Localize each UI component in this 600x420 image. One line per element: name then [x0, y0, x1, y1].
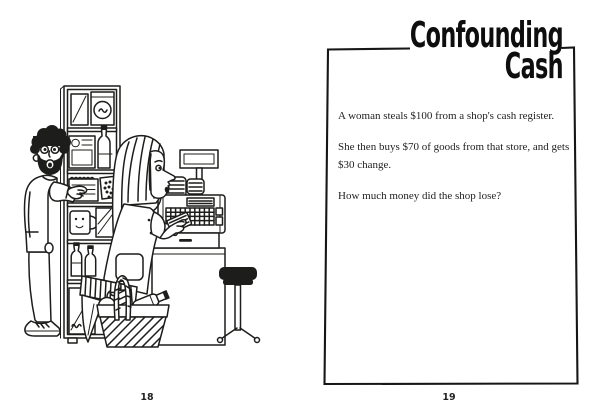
puzzle-title-line2: Cash — [504, 46, 563, 87]
store-illustration — [16, 80, 266, 350]
puzzle-paragraph-2: She then buys $70 of goods from that store, and gets $30 change. — [338, 141, 570, 171]
page-number-left: 18 — [140, 392, 154, 403]
page-number-right: 19 — [442, 392, 456, 403]
puzzle-paragraph-3: How much money did the shop lose? — [338, 190, 502, 202]
puzzle-title-line1: Confounding — [409, 15, 563, 56]
puzzle-paragraph-1: A woman steals $100 from a shop's cash register. — [338, 110, 555, 122]
puzzle-text — [338, 107, 584, 218]
puzzle-title — [409, 15, 563, 87]
